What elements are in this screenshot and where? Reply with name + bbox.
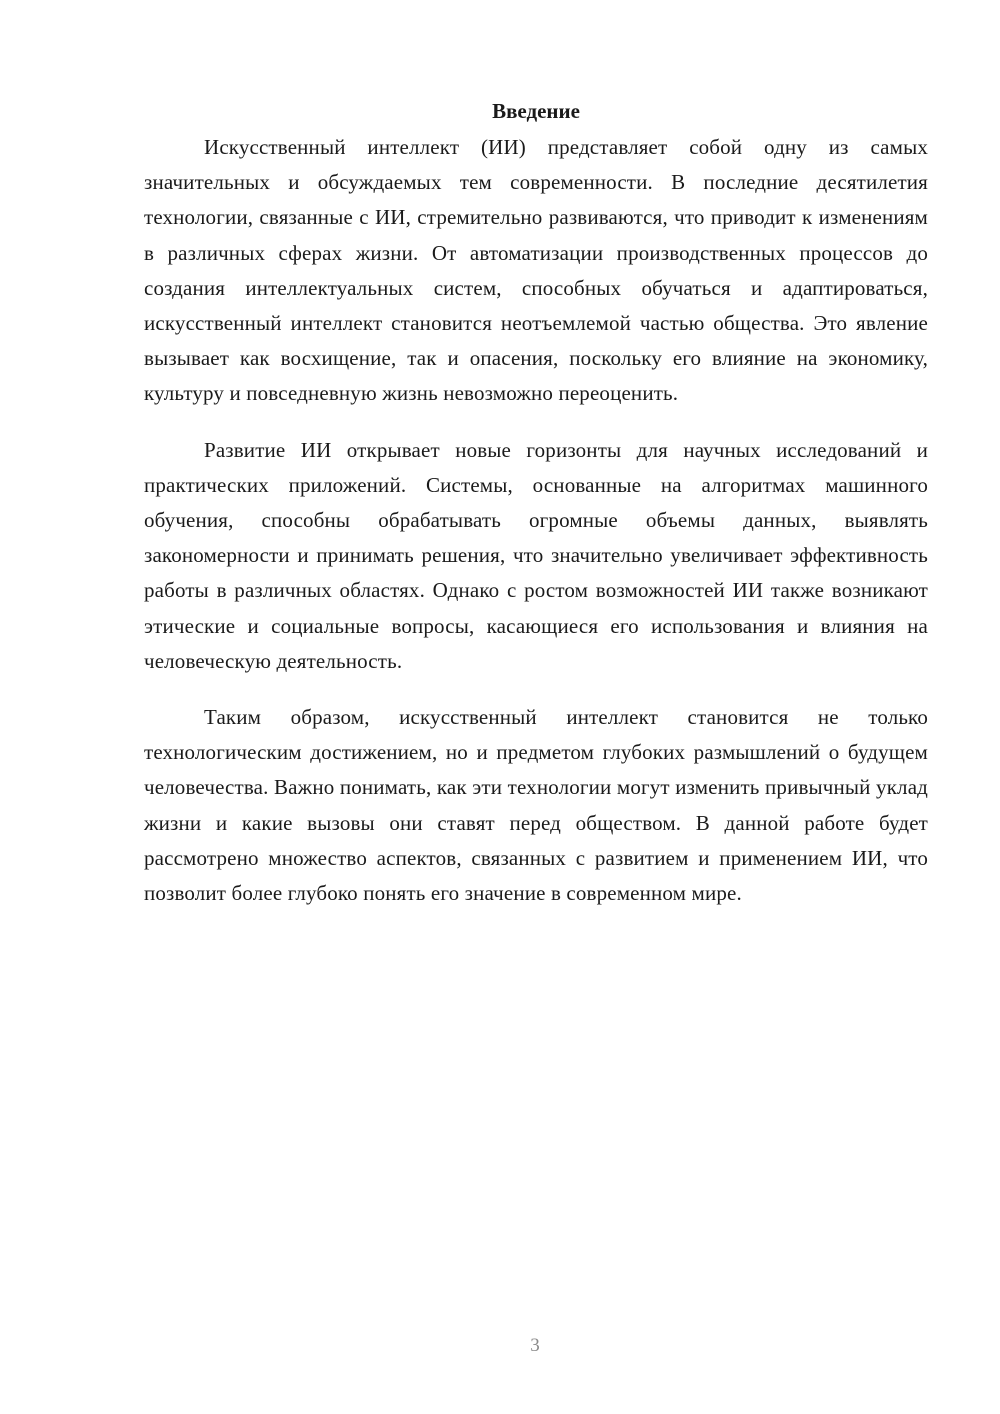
page-number: 3 (530, 1335, 540, 1356)
paragraph-1: Искусственный интеллект (ИИ) представляет собой одну из самых значительных и обсуждаемых тем современности. В последние десятилетия технологии, связанные с ИИ, стремительно развиваются, что приводит к изменениям в различных сферах жизни. От автоматизации производственных процессов до создания интеллектуальных систем, способных обучаться и адаптироваться, искусственный интеллект становится неотъемлемой частью общества. Это явление вызывает как восхищение, так и опасения, поскольку его влияние на экономику, культуру и повседневную жизнь невозможно переоценить. (144, 135, 928, 406)
section-title: Введение (492, 99, 580, 123)
page-content (144, 96, 928, 911)
paragraph-2: Развитие ИИ открывает новые горизонты для научных исследований и практических приложений. Системы, основанные на алгоритмах машинного обучения, способны обрабатывать огромные объемы данных, выявлять закономерности и принимать решения, что значительно увеличивает эффективность работы в различных областях. Однако с ростом возможностей ИИ также возникают этические и социальные вопросы, касающиеся его использования и влияния на человеческую деятельность. (144, 437, 928, 673)
paragraph-3: Таким образом, искусственный интеллект становится не только технологическим достижением, но и предметом глубоких размышлений о будущем человечества. Важно понимать, как эти технологии могут изменить привычный уклад жизни и какие вызовы они ставят перед обществом. В данной работе будет рассмотрено множество аспектов, связанных с развитием и применением ИИ, что позволит более глубоко понять его значение в современном мире. (144, 705, 928, 906)
